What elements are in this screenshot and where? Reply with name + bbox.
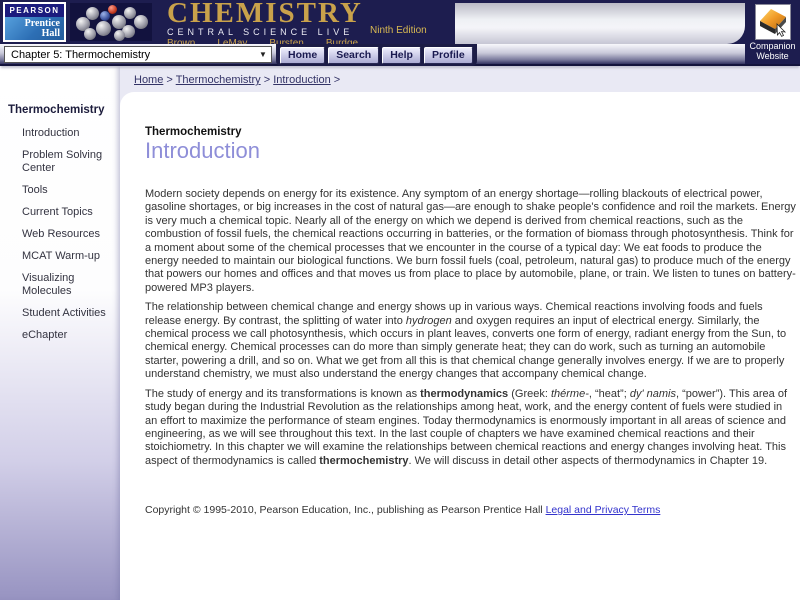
companion-website-label: Companion Website (749, 41, 796, 61)
sidebar-item-web-resources[interactable]: Web Resources (22, 228, 101, 240)
book-title-block (167, 0, 363, 49)
toolbar-button-search[interactable]: Search (328, 47, 379, 64)
pearson-logo-text: PEARSON (5, 4, 64, 17)
sidebar-item-echapter[interactable]: eChapter (22, 329, 68, 341)
main-column (120, 66, 800, 600)
body-text (145, 188, 797, 468)
sidebar-item-current-topics[interactable]: Current Topics (22, 206, 93, 218)
toolbar-button-help[interactable]: Help (382, 47, 421, 64)
chapter-select-value: Chapter 5: Thermochemistry (11, 48, 151, 61)
sidebar-item-introduction[interactable]: Introduction (22, 127, 80, 139)
sidebar-item-visualizing-molecules[interactable]: Visualizing Molecules (22, 272, 75, 297)
book-subtitle: CENTRAL SCIENCE LIVE (167, 27, 354, 37)
sidebar (0, 66, 120, 600)
paragraph: The relationship between chemical change and energy shows up in various ways. Chemical reactions involving foods and fuels release energy. By contrast, the splitting of water into hydrogen and oxygen requires an input of electrical energy. Similarly, the chemical process we call photosynthesis, which occurs in plant leaves, converts one form of energy, radiant energy from the Sun, to chemical energy. Chemical processes can do more than simply generate heat; they can do work, such as turning an automobile starter, powering a drill, and so on. What we get from all this is that chemical change generally involves energy. If we are to properly understand chemistry, we must also understand the energy changes that accompany chemical change. (145, 301, 787, 381)
legal-privacy-link[interactable]: Legal and Privacy Terms (545, 504, 661, 517)
toolbar-button-home[interactable]: Home (280, 47, 325, 64)
paragraph: Modern society depends on energy for its existence. Any symptom of an energy shortage—rolling blackouts of electrical power, gasoline shortages, or big increases in the cost of natural gas—are enough to shake people's confidence and roil the markets. Energy is very much a chemical topic. Nearly all of the energy on which we depend is derived from chemical reactions, such as the combustion of fossil fuels, the chemical reactions occurring in batteries, or the formation of biomass through photosynthesis. Think for a moment about some of the chemical processes that we encounter in the course of a typical day: We eat foods to produce the energy needed to maintain our biological functions. We burn fossil fuels (coal, petroleum, natural gas) to produce much of the energy that powers our homes and offices and that moves us from place to place by automobile, plane, or train. We listen to tunes on battery-powered MP3 players. (145, 188, 796, 294)
breadcrumb-separator: > (260, 74, 274, 86)
book-title: CHEMISTRY (167, 0, 363, 29)
chapter-select-dropdown[interactable] (4, 46, 272, 63)
sidebar-item-student-activities[interactable]: Student Activities (22, 307, 106, 319)
copyright-text: Copyright © 1995-2010, Pearson Education, Inc., publishing as Pearson Prentice Hall (145, 504, 543, 517)
page-title: Introduction (145, 138, 260, 163)
sidebar-item-tools[interactable]: Tools (22, 184, 48, 196)
sidebar-header: Thermochemistry (8, 104, 105, 116)
content-area (0, 66, 800, 600)
page-panel (120, 92, 800, 600)
copyright-line (145, 504, 790, 516)
breadcrumb (120, 66, 800, 92)
chapter-toolbar (0, 41, 800, 66)
breadcrumb-link-home[interactable]: Home (134, 74, 164, 86)
breadcrumb-link-introduction[interactable]: Introduction (273, 74, 331, 86)
breadcrumb-link-thermochemistry[interactable]: Thermochemistry (175, 74, 261, 86)
molecule-image (70, 3, 152, 41)
edition-label: Ninth Edition (370, 25, 427, 36)
toolbar-button-group (276, 44, 477, 66)
paragraph: The study of energy and its transformations is known as thermodynamics (Greek: thérme-, “heat”; dy' namis, “power”). This area of study began during the Industrial Revolution as the relationships among heat, work, and the energy content of fuels were studied in an effort to maximize the performance of steam engines. Today thermodynamics is enormously important in all areas of science and engineering, as we will see throughout this text. In the last couple of chapters we have examined chemical reactions and their stoichiometry. In this chapter we will examine the relationships between chemical reactions and energy changes involving heat. This aspect of thermodynamics is called thermochemistry. We will discuss in detail other aspects of thermodynamics in Chapter 19. (145, 387, 788, 467)
open-book-icon (755, 4, 791, 40)
companion-website-link[interactable] (745, 0, 800, 64)
section-label: Thermochemistry (145, 126, 242, 138)
sidebar-item-list (0, 127, 120, 342)
sidebar-item-problem-solving-center[interactable]: Problem Solving Center (22, 149, 103, 174)
breadcrumb-separator: > (163, 74, 176, 86)
banner-silver-panel (455, 3, 745, 44)
prentice-hall-logo-text: Prentice Hall (5, 17, 64, 40)
pearson-prentice-hall-logo (3, 2, 66, 42)
toolbar-button-profile[interactable]: Profile (424, 47, 473, 64)
breadcrumb-separator: > (330, 74, 341, 86)
sidebar-item-mcat-warm-up[interactable]: MCAT Warm-up (22, 250, 101, 262)
chevron-down-icon[interactable]: ▼ (259, 50, 267, 59)
